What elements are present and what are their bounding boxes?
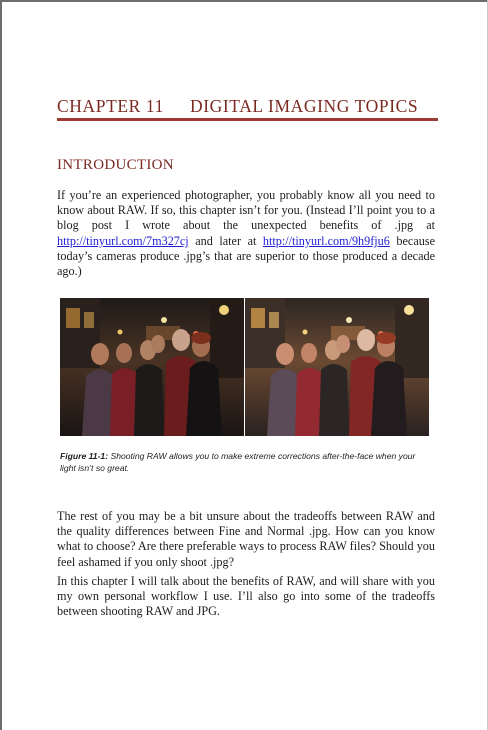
chapter-title-rule	[57, 118, 438, 121]
body-paragraph-3: In this chapter I will talk about the benefits of RAW, and will share with you my own personal workflow I use. I’ll also go into some of the tradeoffs between shooting RAW and JPG.	[57, 574, 435, 619]
figure-photo-after	[245, 298, 429, 436]
blog-link-2[interactable]: http://tinyurl.com/9h9fju6	[262, 233, 390, 248]
intro-text-3: because today’s cameras produce .jpg’s that are superior to those produced a decade ago.)	[57, 233, 435, 279]
chapter-name: DIGITAL IMAGING TOPICS	[189, 96, 419, 116]
blog-link-1[interactable]: http://tinyurl.com/7m327cj	[57, 233, 189, 248]
body-paragraph-2: The rest of you may be a bit unsure about the tradeoffs between RAW and the quality differences between Fine and Normal .jpg. How can you know what to choose? Are there preferable ways to process RAW files? Should you feel ashamed if you only shoot .jpg?	[57, 509, 435, 569]
intro-paragraph	[57, 188, 435, 279]
intro-text-1: If you’re an experienced photographer, you probably know all you need to know about RAW. If so, this chapter isn’t for you. (Instead I’ll point you to a blog post I wrote about the unexpected benefits of .jpg at	[57, 188, 435, 233]
page-edge-top	[0, 0, 488, 2]
page-edge-left	[0, 0, 2, 730]
figure-photo-before	[60, 298, 244, 436]
intro-text-2: and later at	[188, 233, 263, 248]
chapter-number: CHAPTER 11	[57, 96, 164, 116]
figure-label: Figure 11-1:	[60, 451, 109, 461]
figure-caption-text: Shooting RAW allows you to make extreme corrections after-the-face when your light isn’t so great.	[60, 451, 416, 473]
chapter-title	[57, 96, 418, 117]
section-heading: INTRODUCTION	[57, 157, 174, 173]
figure-caption	[60, 450, 432, 474]
